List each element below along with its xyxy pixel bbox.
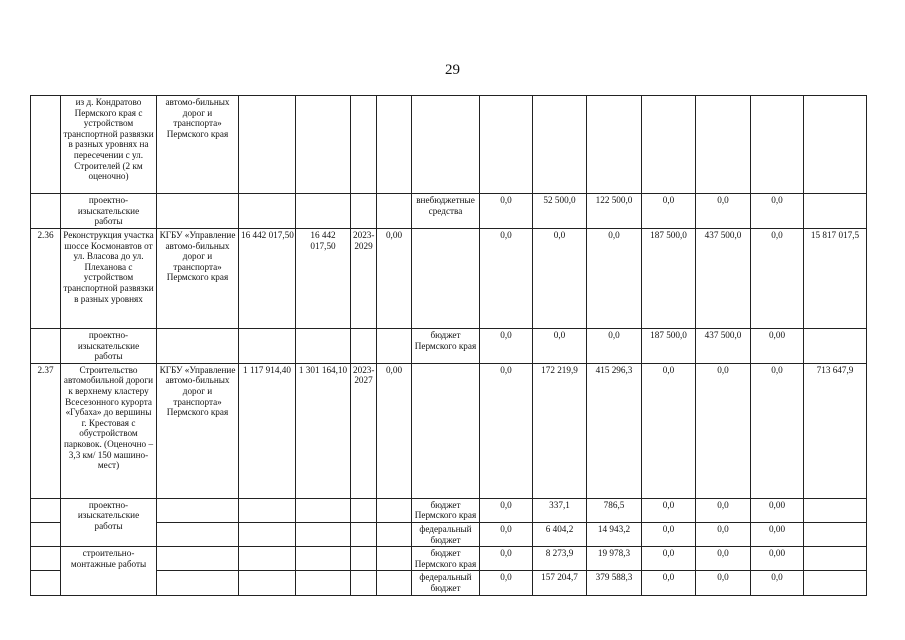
period: 2023-2027: [351, 363, 377, 498]
value-cell: 0,0: [480, 571, 533, 595]
executor: КГБУ «Управление автомо-бильных дорог и транспорта» Пермского края: [157, 229, 239, 329]
value-cell: 337,1: [533, 498, 587, 522]
program-table: [30, 95, 867, 596]
value-cell: 0,0: [480, 194, 533, 229]
value-cell: 0,0: [696, 363, 751, 498]
row-number: 2.37: [31, 363, 61, 498]
value-cell: 0,0: [751, 363, 804, 498]
value-cell: 0,0: [533, 229, 587, 329]
value-cell: 187 500,0: [642, 329, 696, 364]
value-cell: 0,00: [377, 229, 412, 329]
table-row: [31, 571, 867, 595]
value-cell: 0,0: [696, 522, 751, 546]
value-cell: 0,00: [377, 363, 412, 498]
table-row: [31, 96, 867, 194]
work-type: строительно-монтажные работы: [61, 547, 157, 595]
value-cell: 0,0: [533, 329, 587, 364]
value-cell: 415 296,3: [587, 363, 642, 498]
table-row: [31, 229, 867, 329]
work-type: проектно-изыскательские работы: [61, 498, 157, 546]
value-cell: 0,0: [642, 194, 696, 229]
value-cell: 0,00: [751, 522, 804, 546]
value-cell: 0,0: [480, 363, 533, 498]
value-cell: 0,0: [696, 194, 751, 229]
value-cell: 0,0: [480, 547, 533, 571]
table-row: [31, 498, 867, 522]
remainder-value: 15 817 017,5: [804, 229, 867, 329]
value-cell: 0,0: [587, 229, 642, 329]
value-cell: 0,00: [751, 547, 804, 571]
value-cell: 0,0: [480, 329, 533, 364]
value-cell: 437 500,0: [696, 229, 751, 329]
executor: КГБУ «Управление автомо-бильных дорог и транспорта» Пермского края: [157, 363, 239, 498]
value-cell: 0,0: [587, 329, 642, 364]
page-number: 29: [445, 62, 460, 78]
value-cell: 0,0: [642, 522, 696, 546]
table-row: [31, 547, 867, 571]
value-cell: 0,0: [751, 194, 804, 229]
executor: автомо-бильных дорог и транспорта» Пермского края: [157, 96, 239, 194]
value-cell: 187 500,0: [642, 229, 696, 329]
funding-source: бюджет Пермского края: [412, 547, 480, 571]
value-cell: 0,0: [751, 571, 804, 595]
value-cell: 0,0: [642, 363, 696, 498]
value-cell: 0,0: [696, 547, 751, 571]
value-cell: 0,0: [480, 229, 533, 329]
value-cell: 0,0: [480, 498, 533, 522]
work-type: проектно-изыскательские работы: [61, 194, 157, 229]
table-row: [31, 329, 867, 364]
value-cell: 8 273,9: [533, 547, 587, 571]
value-cell: 157 204,7: [533, 571, 587, 595]
funding-source: бюджет Пермского края: [412, 498, 480, 522]
value-cell: 786,5: [587, 498, 642, 522]
value-cell: 0,0: [696, 498, 751, 522]
value-cell: 379 588,3: [587, 571, 642, 595]
value-cell: 0,0: [696, 571, 751, 595]
value-cell: 14 943,2: [587, 522, 642, 546]
work-type: проектно-изыскательские работы: [61, 329, 157, 364]
table-row: [31, 522, 867, 546]
value-cell: 0,0: [642, 498, 696, 522]
total-cost: 16 442 017,50: [239, 229, 296, 329]
funding-source: федеральный бюджет: [412, 522, 480, 546]
value-cell: 0,00: [751, 329, 804, 364]
value-cell: 172 219,9: [533, 363, 587, 498]
table-row: [31, 363, 867, 498]
value-cell: 0,0: [480, 522, 533, 546]
estimated-cost: 16 442 017,50: [296, 229, 351, 329]
period: 2023-2029: [351, 229, 377, 329]
row-number: 2.36: [31, 229, 61, 329]
estimated-cost: 1 301 164,10: [296, 363, 351, 498]
funding-source: федеральный бюджет: [412, 571, 480, 595]
value-cell: 122 500,0: [587, 194, 642, 229]
value-cell: 52 500,0: [533, 194, 587, 229]
value-cell: 437 500,0: [696, 329, 751, 364]
table-row: [31, 194, 867, 229]
project-name: Строительство автомобильной дороги к верхнему кластеру Всесезонного курорта «Губаха» до вершины г. Крестовая с обустройством парковок. (Оценочно – 3,3 км/ 150 машино-мест): [61, 363, 157, 498]
value-cell: 0,0: [642, 547, 696, 571]
value-cell: 0,0: [642, 571, 696, 595]
funding-source: внебюджетные средства: [412, 194, 480, 229]
total-cost: 1 117 914,40: [239, 363, 296, 498]
remainder-value: 713 647,9: [804, 363, 867, 498]
value-cell: 19 978,3: [587, 547, 642, 571]
value-cell: 0,00: [751, 498, 804, 522]
project-name: из д. Кондратово Пермского края с устройством транспортной развязки в разных уровнях на пересечении с ул. Строителей (2 км оценочно): [61, 96, 157, 194]
value-cell: 0,0: [751, 229, 804, 329]
funding-source: бюджет Пермского края: [412, 329, 480, 364]
project-name: Реконструкция участка шоссе Космонавтов от ул. Власова до ул. Плеханова с устройством транспортной развязки в разных уровнях: [61, 229, 157, 329]
value-cell: 6 404,2: [533, 522, 587, 546]
